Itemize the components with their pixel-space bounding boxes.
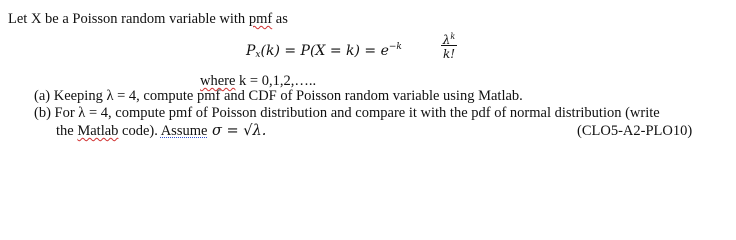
intro-text-pre: Let X be a Poisson random variable with bbox=[8, 11, 249, 27]
assume-word: Assume bbox=[160, 123, 208, 139]
where-word: where bbox=[200, 73, 236, 89]
matlab-word: Matlab bbox=[77, 123, 119, 139]
line2-mid: code). bbox=[118, 123, 161, 139]
intro-text-post: as bbox=[272, 11, 288, 27]
part-a: (a) Keeping λ = 4, compute pmf and CDF of Poisson random variable using Matlab. bbox=[34, 88, 523, 104]
clo-code: (CLO5-A2-PLO10) bbox=[577, 123, 693, 139]
fraction-denominator: k! bbox=[442, 47, 456, 61]
line2-pre: the bbox=[56, 123, 78, 139]
intro-line bbox=[8, 10, 288, 28]
lambda-symbol: λ bbox=[442, 33, 451, 47]
formula-lhs: P bbox=[246, 43, 256, 59]
fraction-numerator bbox=[440, 28, 458, 45]
pmf-word: pmf bbox=[248, 11, 273, 27]
where-rest: k = 0,1,2,….. bbox=[235, 73, 317, 89]
formula-exponent: −k bbox=[388, 42, 402, 52]
formula-fraction bbox=[440, 28, 458, 62]
formula-lhs-sub: x bbox=[255, 50, 261, 60]
formula-main bbox=[246, 42, 402, 60]
part-b-line1: (b) For λ = 4, compute pmf of Poisson distribution and compare it with the pdf of normal distribution (write bbox=[34, 105, 660, 121]
formula-body: (k) = P(X = k) = e bbox=[260, 43, 389, 59]
sigma-expression: σ = √λ. bbox=[207, 123, 267, 139]
part-b-line2 bbox=[56, 122, 266, 140]
lambda-power: k bbox=[450, 32, 456, 41]
